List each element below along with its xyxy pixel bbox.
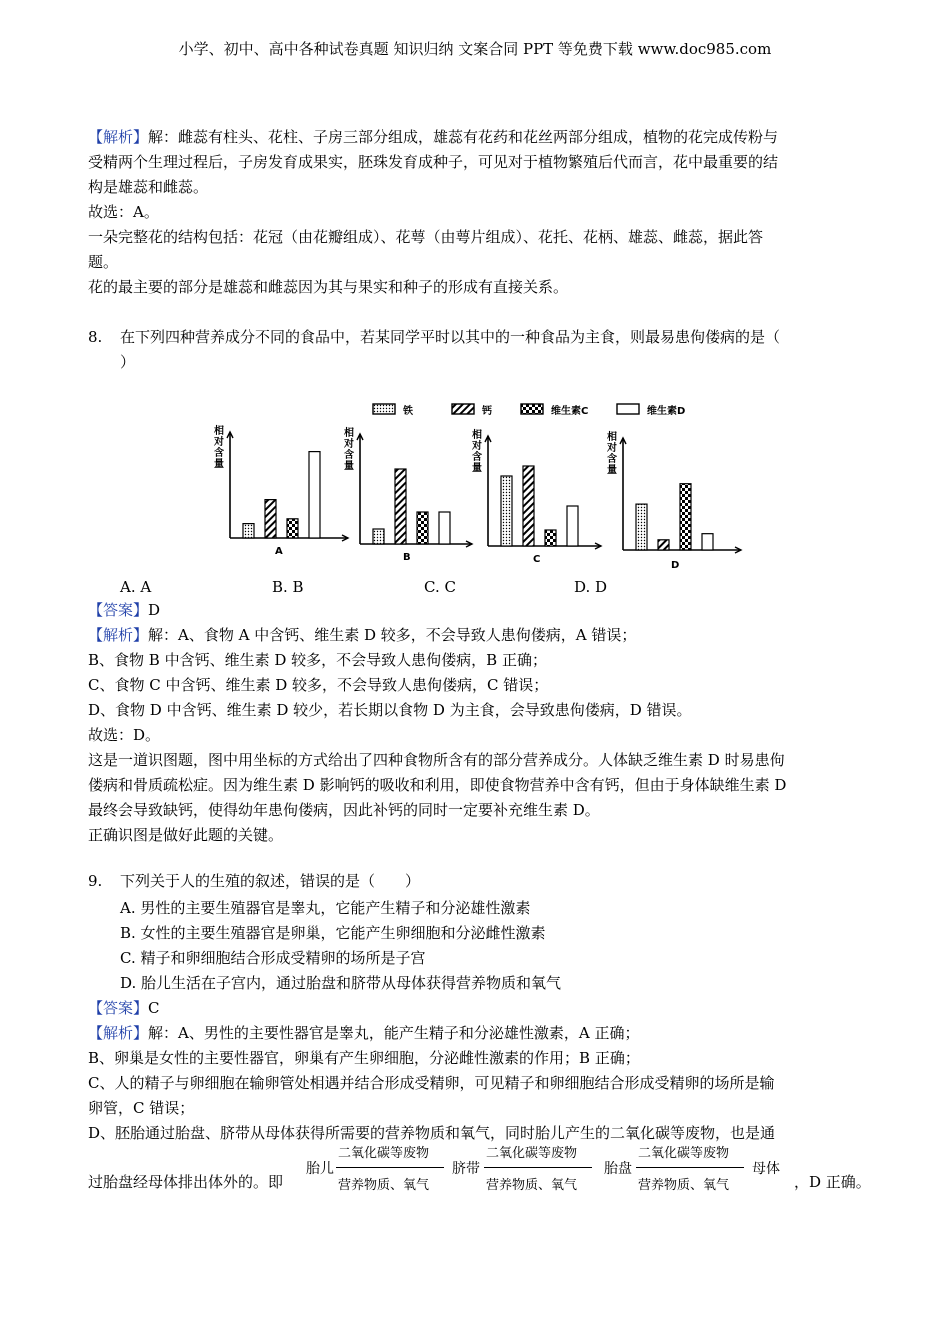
- bar-4: [702, 534, 713, 550]
- legend-swatch: [452, 404, 474, 414]
- node-umbilical-cord: 脐带: [452, 1161, 480, 1177]
- bar-3: [545, 530, 556, 546]
- analysis-line: 构是雄蕊和雌蕊。: [88, 178, 209, 196]
- nutrient-chart: [205, 392, 755, 578]
- bar-1: [636, 504, 647, 550]
- analysis-tag: 【解析】: [88, 626, 149, 644]
- q8-option-b: B. B: [272, 578, 304, 596]
- legend-swatch: [373, 404, 395, 414]
- q9-last-line-suffix: ，D 正确。: [794, 1173, 871, 1191]
- analysis-line: 受精两个生理过程后，子房发育成果实，胚珠发育成种子，可见对于植物繁殖后代而言，花中最重要的结: [88, 153, 779, 171]
- q8-number: 8.: [88, 328, 103, 346]
- analysis-line: 这是一道识图题，图中用坐标的方式给出了四种食物所含有的部分营养成分。人体缺乏维生素 D 时易患佝: [88, 751, 785, 769]
- q8-answer-block: [88, 598, 860, 848]
- y-axis-label: 含: [472, 452, 482, 463]
- y-axis-label: 对: [344, 439, 354, 450]
- page-header: 小学、初中、高中各种试卷真题 知识归纳 文案合同 PPT 等免费下载 www.doc985.com: [178, 40, 772, 58]
- answer-value: C: [148, 999, 160, 1017]
- y-axis-label: 相: [472, 430, 482, 441]
- y-axis-label: 相: [607, 432, 617, 443]
- node-mother: 母体: [752, 1161, 780, 1177]
- y-axis-label: 量: [344, 461, 354, 472]
- analysis-line: 偻病和骨质疏松症。因为维生素 D 影响钙的吸收和利用，即使食物营养中含有钙，但由于身体缺维生素 D: [88, 776, 787, 794]
- y-axis-label: 量: [214, 459, 224, 470]
- analysis-tag: 【解析】: [88, 128, 149, 146]
- analysis-line: B、食物 B 中含钙、维生素 D 较多，不会导致人患佝偻病，B 正确；: [88, 651, 547, 669]
- y-axis-label: 对: [607, 443, 617, 454]
- q9-stem: 下列关于人的生殖的叙述，错误的是（ ）: [120, 872, 421, 890]
- answer-value: D: [148, 601, 161, 619]
- y-axis-label: 量: [472, 463, 482, 474]
- y-axis-label: 含: [344, 450, 354, 461]
- category-label: A: [275, 546, 283, 557]
- bar-4: [439, 512, 450, 544]
- y-axis-label: 含: [607, 454, 617, 465]
- analysis-line: 最终会导致缺钙，使得幼年患佝偻病，因此补钙的同时一定要补充维生素 D。: [88, 801, 600, 819]
- extra-line: 一朵完整花的结构包括：花冠（由花瓣组成）、花萼（由萼片组成）、花托、花柄、雄蕊、雌蕊，据此答: [88, 228, 764, 246]
- analysis-line: 卵管，C 错误；: [88, 1099, 195, 1117]
- q7-analysis: [88, 125, 860, 300]
- q9-last-line-prefix: 过胎盘经母体排出体外的。即: [88, 1173, 284, 1191]
- q9-option-c: C. 精子和卵细胞结合形成受精卵的场所是子宫: [120, 949, 426, 967]
- bar-2: [523, 466, 534, 546]
- nutrient-label: 营养物质、氧气: [486, 1178, 578, 1193]
- analysis-line: D、食物 D 中含钙、维生素 D 较少，若长期以食物 D 为主食，会导致患佝偻病，D 错误。: [88, 701, 692, 719]
- bar-4: [567, 506, 578, 546]
- category-label: D: [671, 560, 680, 571]
- q8-stem: [120, 325, 860, 375]
- bar-4: [309, 452, 320, 538]
- bar-1: [373, 529, 384, 544]
- arrow-bar: [336, 1167, 444, 1168]
- bar-3: [287, 519, 298, 538]
- y-axis-label: 量: [607, 465, 617, 476]
- legend-label: 铁: [403, 406, 413, 417]
- y-axis-label: 对: [472, 441, 482, 452]
- node-placenta: 胎盘: [604, 1161, 632, 1177]
- q9-option-a: A. 男性的主要生殖器官是睾丸，它能产生精子和分泌雄性激素: [120, 899, 531, 917]
- q9-option-d: D. 胎儿生活在子宫内，通过胎盘和脐带从母体获得营养物质和氧气: [120, 974, 562, 992]
- analysis-line: B、卵巢是女性的主要性器官，卵巢有产生卵细胞，分泌雌性激素的作用；B 正确；: [88, 1049, 640, 1067]
- q9-answer-block: [88, 996, 860, 1146]
- category-label: B: [403, 552, 411, 563]
- category-label: C: [533, 554, 541, 565]
- waste-label: 二氧化碳等废物: [486, 1146, 578, 1161]
- bar-2: [265, 500, 276, 538]
- extra-line: 花的最主要的部分是雄蕊和雌蕊因为其与果实和种子的形成有直接关系。: [88, 278, 569, 296]
- extra-line: 题。: [88, 253, 119, 271]
- bar-1: [501, 476, 512, 546]
- bar-3: [680, 484, 691, 550]
- analysis-line: 解：雌蕊有柱头、花柱、子房三部分组成，雄蕊有花药和花丝两部分组成，植物的花完成传粉与: [148, 128, 779, 146]
- bar-3: [417, 512, 428, 544]
- bar-2: [395, 469, 406, 544]
- answer-tag: 【答案】: [88, 601, 149, 619]
- analysis-line: 解：A、男性的主要性器官是睾丸，能产生精子和分泌雄性激素，A 正确；: [148, 1024, 640, 1042]
- node-fetus: 胎儿: [306, 1161, 334, 1177]
- answer-tag: 【答案】: [88, 999, 149, 1017]
- analysis-line: 正确识图是做好此题的关键。: [88, 826, 284, 844]
- choice-line: 故选：A。: [88, 203, 159, 221]
- y-axis-label: 对: [214, 437, 224, 448]
- analysis-line: D、胚胎通过胎盘、脐带从母体获得所需要的营养物质和氧气，同时胎儿产生的二氧化碳等废物，也是通: [88, 1124, 776, 1142]
- nutrient-chart-svg: [205, 392, 755, 578]
- legend-swatch: [617, 404, 639, 414]
- analysis-line: 解：A、食物 A 中含钙、维生素 D 较多，不会导致人患佝偻病，A 错误；: [148, 626, 637, 644]
- y-axis-label: 相: [214, 426, 224, 437]
- y-axis-label: 含: [214, 448, 224, 459]
- q8-option-a: A. A: [120, 578, 152, 596]
- bar-1: [243, 524, 254, 538]
- q8-stem-line: 在下列四种营养成分不同的食品中，若某同学平时以其中的一种食品为主食，则最易患佝偻病的是（: [120, 328, 781, 346]
- legend-label: 维生素C: [551, 406, 589, 417]
- analysis-line: C、食物 C 中含钙、维生素 D 较多，不会导致人患佝偻病，C 错误；: [88, 676, 549, 694]
- q9-option-b: B. 女性的主要生殖器官是卵巢，它能产生卵细胞和分泌雌性激素: [120, 924, 546, 942]
- bar-2: [658, 540, 669, 550]
- y-axis-label: 相: [344, 428, 354, 439]
- analysis-tag: 【解析】: [88, 1024, 149, 1042]
- legend-label: 钙: [482, 406, 492, 417]
- q8-option-c: C. C: [424, 578, 456, 596]
- nutrient-label: 营养物质、氧气: [338, 1178, 430, 1193]
- q8-stem-line: ）: [120, 353, 136, 371]
- waste-label: 二氧化碳等废物: [638, 1146, 730, 1161]
- legend-swatch: [521, 404, 543, 414]
- waste-label: 二氧化碳等废物: [338, 1146, 430, 1161]
- q8-option-d: D. D: [574, 578, 608, 596]
- q9-number: 9.: [88, 872, 103, 890]
- analysis-line: C、人的精子与卵细胞在输卵管处相遇并结合形成受精卵，可见精子和卵细胞结合形成受精卵的场所是输: [88, 1074, 775, 1092]
- legend-label: 维生素D: [647, 406, 686, 417]
- arrow-bar: [484, 1167, 592, 1168]
- analysis-line: 故选：D。: [88, 726, 161, 744]
- nutrient-label: 营养物质、氧气: [638, 1178, 730, 1193]
- arrow-bar: [636, 1167, 744, 1168]
